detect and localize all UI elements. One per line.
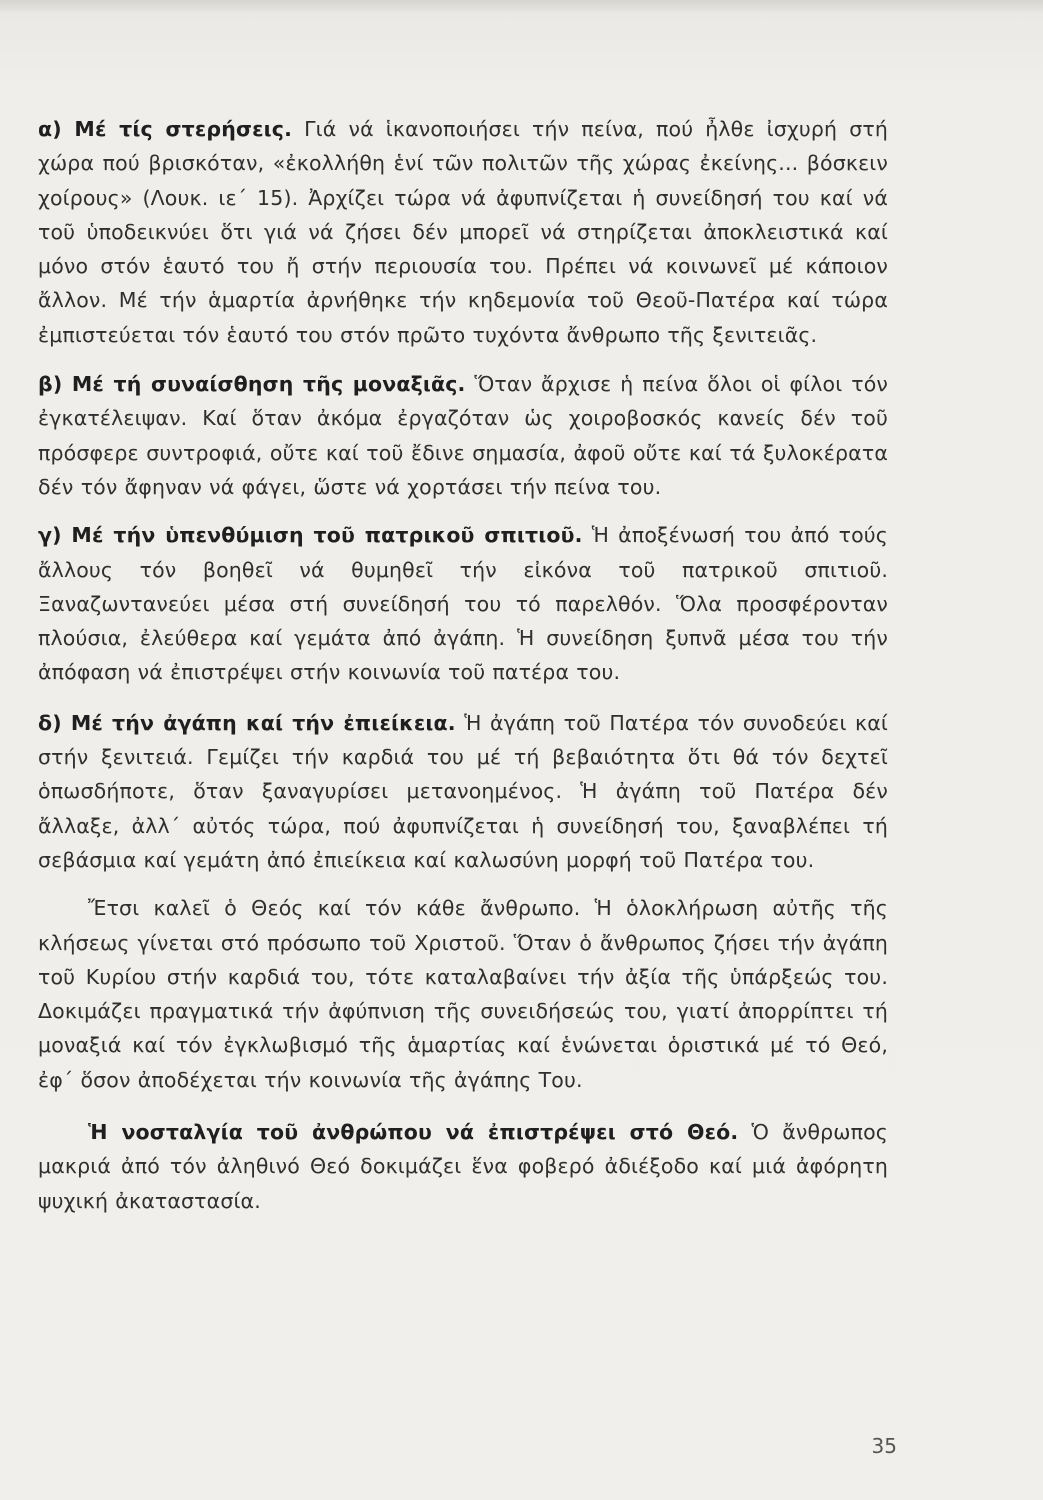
paragraph-heading: γ) Μέ τήν ὑπενθύμιση τοῦ πατρικοῦ σπιτιοῦ. bbox=[38, 523, 583, 548]
paragraph-text: Ὁ ἄνθρωπος μακριά ἀπό τόν ἀληθινό Θεό δοκιμάζει ἕνα φοβερό ἀδιέξοδο καί μιά ἀφόρητη ψυχική ἀκαταστασία. bbox=[38, 1120, 888, 1213]
paragraph-heading: Ἡ νοσταλγία τοῦ ἀνθρώπου νά ἐπιστρέψει στό Θεό. bbox=[88, 1120, 739, 1145]
paragraph-text: Ἔτσι καλεῖ ὁ Θεός καί τόν κάθε ἄνθρωπο. Ἡ ὁλοκλήρωση αὐτῆς τῆς κλήσεως γίνεται στό πρόσωπο τοῦ Χριστοῦ. Ὅταν ὁ ἄνθρωπος ζήσει τήν ἀγάπη τοῦ Κυρίου στήν καρδιά του, τότε καταλαβαίνει τήν ἀξία τῆς ὑπάρξεώς του. Δοκιμάζει πραγματικά τήν ἀφύπνιση τῆς συνειδήσεώς του, γιατί ἀπορρίπτει τή μοναξιά καί τόν ἐγκλωβισμό τῆς ἁμαρτίας καί ἑνώνεται ὁριστικά μέ τό Θεό, ἐφ΄ ὅσον ἀποδέχεται τήν κοινωνία τῆς ἀγάπης Του. bbox=[38, 896, 888, 1092]
paragraph-text: Ὅταν ἄρχισε ἡ πείνα ὅλοι οἱ φίλοι τόν ἐγκατέλειψαν. Καί ὅταν ἀκόμα ἐργαζόταν ὡς χοιροβοσκός κανείς δέν τοῦ πρόσφερε συντροφιά, οὔτε καί τοῦ ἔδινε σημασία, ἀφοῦ οὔτε καί τά ξυλοκέρατα δέν τόν ἄφηναν νά φάγει, ὥστε νά χορτάσει τήν πείνα του. bbox=[38, 372, 888, 499]
paragraph-heading: δ) Μέ τήν ἀγάπη καί τήν ἐπιείκεια. bbox=[38, 710, 456, 735]
page-top-edge bbox=[0, 0, 1043, 14]
paragraph-nostalgia bbox=[38, 1115, 888, 1218]
paragraph-conclusion bbox=[38, 891, 888, 1097]
page-number: 35 bbox=[871, 1434, 897, 1458]
paragraph-gamma bbox=[38, 518, 888, 689]
paragraph-text: Ἡ ἀγάπη τοῦ Πατέρα τόν συνοδεύει καί στήν ξενιτειά. Γεμίζει τήν καρδιά του μέ τή βεβαιότητα ὅτι θά τόν δεχτεῖ ὁπωσδήποτε, ὅταν ξαναγυρίσει μετανοημένος. Ἡ ἀγάπη τοῦ Πατέρα δέν ἄλλαξε, ἀλλ΄ αὐτός τώρα, πού ἀφυπνίζεται ἡ συνείδησή του, ξαναβλέπει τή σεβάσμια καί γεμάτη ἀπό ἐπιείκεια καί καλωσύνη μορφή τοῦ Πατέρα του. bbox=[38, 710, 888, 872]
paragraph-alpha bbox=[38, 112, 888, 352]
paragraph-heading: β) Μέ τή συναίσθηση τῆς μοναξιᾶς. bbox=[38, 372, 466, 397]
text-block bbox=[38, 112, 888, 1218]
paragraph-text: Ἡ ἀποξένωσή του ἀπό τούς ἄλλους τόν βοηθεῖ νά θυμηθεῖ τήν εἰκόνα τοῦ πατρικοῦ σπιτιοῦ. Ξαναζωντανεύει μέσα στή συνείδησή του τό παρελθόν. Ὅλα προσφέρονταν πλούσια, ἐλεύθερα καί γεμάτα ἀπό ἀγάπη. Ἡ συνείδηση ξυπνᾶ μέσα του τήν ἀπόφαση νά ἐπιστρέψει στήν κοινωνία τοῦ πατέρα του. bbox=[38, 523, 888, 685]
paragraph-delta bbox=[38, 706, 888, 877]
paragraph-text: Γιά νά ἱκανοποιήσει τήν πείνα, πού ἦλθε ἰσχυρή στή χώρα πού βρισκόταν, «ἐκολλήθη ἑνί τῶν πολιτῶν τῆς χώρας ἐκείνης... βόσκειν χοίρους» (Λουκ. ιε΄ 15). Ἀρχίζει τώρα νά ἀφυπνίζεται ἡ συνείδησή του καί νά τοῦ ὑποδεικνύει ὅτι γιά νά ζήσει δέν μπορεῖ νά στηρίζεται ἀποκλειστικά καί μόνο στόν ἑαυτό του ἤ στήν περιουσία του. Πρέπει νά κοινωνεῖ μέ κάποιον ἄλλον. Μέ τήν ἁμαρτία ἀρνήθηκε τήν κηδεμονία τοῦ Θεοῦ-Πατέρα καί τώρα ἐμπιστεύεται τόν ἑαυτό του στόν πρῶτο τυχόντα ἄνθρωπο τῆς ξενιτειᾶς. bbox=[38, 117, 888, 347]
paragraph-heading: α) Μέ τίς στερήσεις. bbox=[38, 117, 293, 141]
paragraph-beta bbox=[38, 367, 888, 504]
